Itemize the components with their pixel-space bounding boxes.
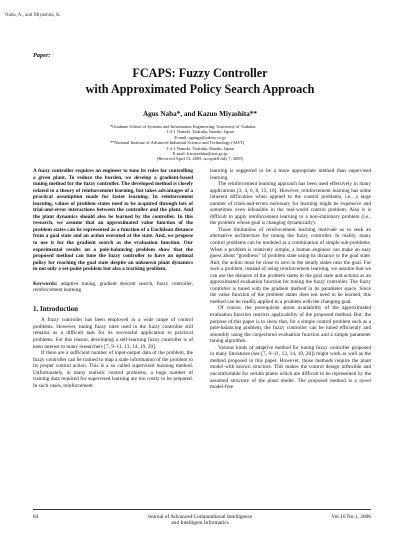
authors: Agus Naba*, and Kazuo Miyashita** <box>142 110 258 118</box>
paper-title-line-2: with Approximated Policy Search Approach <box>85 82 315 96</box>
affiliation-line: **National Institute of Advanced Industrial Science and Technology (AIST) <box>110 140 244 146</box>
body-paragraph: learning is suggested to be a more appropriate method than supervised learning. <box>210 168 371 181</box>
paper-type-label: Paper: <box>33 52 51 59</box>
affiliation-line: 1-2-1 Namiki, Tsukuba, Ibaraki, Japan <box>166 145 234 151</box>
affiliation-line: E-mail: k.miyashita@aist.go.jp <box>172 151 228 157</box>
keywords-label: Keywords: <box>33 280 58 287</box>
running-head: Naba, A., and Miyashita, K. <box>5 13 61 18</box>
affiliation-line: *Graduate School of Systems and Information Engineering, University of Tsukuba <box>110 124 256 129</box>
keywords <box>33 281 193 294</box>
body-paragraph: Various kinds of adaptive method for tuning fuzzy controller proposed in many literatures (see [7, 9–11, 13, 14, 19, 20]) might work as well as the method proposed in this paper. However, those methods require the plant model with known structure. This makes the control design inflexible and uncomfortable for certain plants which are difficult to be represented by the assumed structure of the plant model. The proposed method is a novel model-free <box>210 344 371 391</box>
body-paragraph: Of course, the prerequisite about availability of the approximated evaluation function restricts applicability of the proposed method. But, the purpose of this paper is to show that, for a simple control problem such as a pole-balancing problem, the fuzzy controller can be tuned efficiently and smoothly using the conjectured evaluation function and a simple parameter tuning algorithm. <box>210 305 371 345</box>
affiliation-line: E-mail: agnaga@yahoo.co.jp <box>174 134 226 140</box>
keywords-text: adaptive tuning, gradient descent search, fuzzy controller, reinforcement learning <box>33 280 193 294</box>
journal-name-line: Journal of Advanced Computational Intelligence <box>147 514 253 520</box>
page-number: 84 <box>33 514 39 520</box>
body-paragraph: The reinforcement learning approach has been used effectively in many applications [3, 4, 6, 8, 15, 16]. However, reinforcement learning has some inherent difficulties when applied to the control problems, i.e., a large number of trials-and-errors necessary for learning might be expensive and sometimes even infeasible in the real-world control problem. Also it is difficult to apply reinforcement learning to a non-stationary problem (i.e., the problem whose goal is changing dynamically). <box>210 181 371 227</box>
affiliations <box>110 124 370 162</box>
received-dates: [Received April 13, 2005; accepted July 7, 2005] <box>156 156 244 162</box>
footer-rule <box>33 509 371 510</box>
volume-info: Vol.10 No.1, 2006 <box>331 514 371 520</box>
intro-paragraph: A fuzzy controller has been employed in a wide range of control problems. However, tuning fuzzy rules used in the fuzzy controller still remains as a difficult task for its successful application to practical problems. For this reason, developing a self-learning fuzzy controller is of keen interest to many researchers [7, 9–11, 13, 14, 19, 20]. <box>33 317 193 350</box>
affiliation-line: 1-2-1 Namiki, Tsukuba, Ibaraki, Japan <box>166 129 234 135</box>
abstract: A fuzzy controller requires an engineer to tune its rules for controlling a given plant. To reduce the burden, we develop a gradient-based tuning method for the fuzzy controller. The developed method is closely related to a theory of reinforcement learning, but takes advantages of a practical assumption made for faster learning. In reinforcement learning, values of problem states need to be acquired through lots of trial-and-error interactions between the controller and the plant. And the plant dynamics should also be learned by the controller. In this research, we assume that an approximated value function of the problem states can be represented as a function of a Euclidean distance from a goal state and an action executed at the state. And, we propose to use it for the gradient search as the evaluation function. Our experimental results on a pole-balancing problem show that the proposed method can tune the fuzzy controller to have an optimal policy for reaching the goal state despite an unknown plant dynamics in not only a set-point problem but also a tracking problem. <box>33 168 193 273</box>
journal-name-line: and Intelligent Informatics <box>171 520 229 527</box>
left-column <box>33 168 193 389</box>
intro-paragraph: If there are a sufficient number of input-output data of the problem, the fuzzy controller can be trained to map a state information of the problem to its proper control action. This is a so called supervised learning method. Unfortunately, in many realistic control problems, a huge number of training data required for supervised learning are too costly to be prepared. In such cases, reinforcement <box>33 350 193 389</box>
body-paragraph: Those limitations of reinforcement learning motivate us to seek an alternative architecture for tuning the fuzzy controller. In reality, many control problems can be modeled as a combination of simple sub-problems. When a problem is relatively simple, a human engineer can make an easy guess about “goodness” of problem state using its distance to the goal state. And, the action must be close to zero in the steady states near the goal. For such a problem, instead of using reinforcement learning, we assume that we can use the distance of the problem states to the goal state and actions as an approximated evaluation function for tuning the fuzzy controller. The fuzzy controller is tuned with the gradient method in its parameter space. Since the value function of the problem states does not need to be learned, this method can be readily applied to a problem with the changing goal. <box>210 226 371 305</box>
paper-title-line-1: FCAPS: Fuzzy Controller <box>132 66 268 80</box>
section-heading-introduction: 1. Introduction <box>33 304 78 313</box>
right-column <box>210 168 371 391</box>
